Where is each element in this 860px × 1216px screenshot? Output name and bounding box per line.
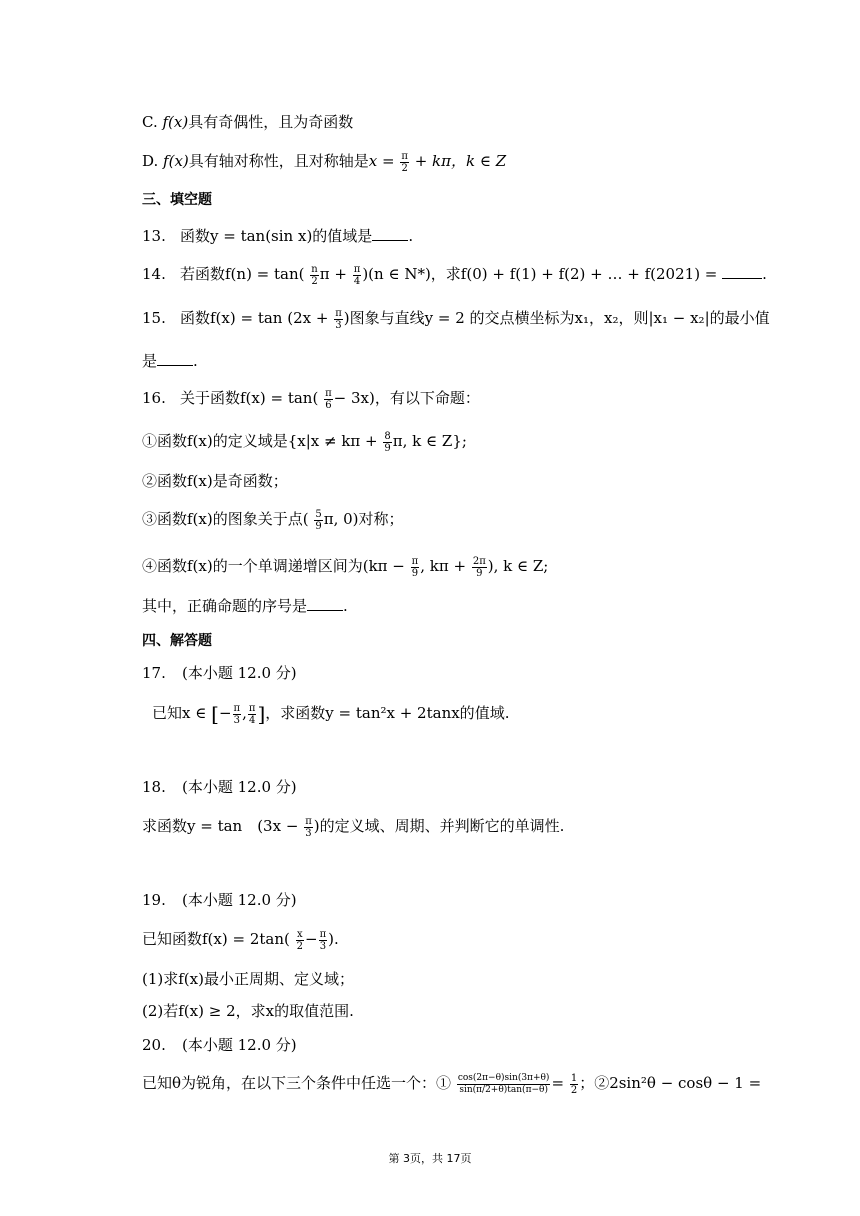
question-19-body: 已知函数f(x) = 2tan( $\frac{x}{2}$ − $\frac{\pi}{3}$ ).: [142, 928, 339, 952]
proposition-3: ③函数f(x)的图象关于点( $\frac{5}{9}$ π, 0)对称；: [142, 508, 404, 532]
question-15: 15. 函数f(x) = tan (2x + $\frac{\pi}{3}$ )图象与直线y = 2 的交点横坐标为x₁，x₂，则|x₁ − x₂|的最小值: [142, 307, 770, 331]
question-19-header: 19. (本小题 12.0 分): [142, 891, 297, 909]
section-answer: 四、解答题: [142, 633, 212, 649]
proposition-4: ④函数f(x)的一个单调递增区间为(kπ − $\frac{\pi}{9}$ , kπ + $\frac{2\pi}{9}$ ), k ∈ Z;: [142, 555, 549, 579]
answer-blank: [157, 351, 193, 366]
proposition-1: ①函数f(x)的定义域是{x|x ≠ kπ + $\frac{8}{9}$ π, k ∈ Z};: [142, 430, 467, 454]
page-footer: 第 3页，共 17页: [388, 1152, 472, 1165]
section-fill-blank: 三、填空题: [142, 192, 212, 208]
question-18-body: 求函数y = tan (3x − $\frac{\pi}{3}$ )的定义域、周期、并判断它的单调性.: [142, 815, 565, 839]
question-17-body: 已知x ∈ [− $\frac{\pi}{3}$ , $\frac{\pi}{4}$ ]，求函数y = tan²x + 2tanx的值域.: [152, 702, 510, 726]
question-16-end: 其中，正确命题的序号是 .: [142, 597, 348, 615]
question-15-cont: 是 .: [142, 352, 198, 370]
question-20-header: 20. (本小题 12.0 分): [142, 1036, 297, 1054]
question-13: 13. 函数y = tan(sin x)的值域是 .: [142, 227, 414, 245]
question-18-header: 18. (本小题 12.0 分): [142, 778, 297, 796]
answer-blank: [722, 264, 762, 279]
answer-blank: [372, 226, 408, 241]
question-20-body: 已知θ为锐角，在以下三个条件中任选一个：① $\frac{\cos(2\pi-\theta)\sin(3\pi+\theta)}{\sin(\pi/2+\theta)\tan(\pi-\theta)}$ = $\frac{1}{2}$ ；②2sin²θ − cosθ − 1 =: [142, 1072, 762, 1096]
answer-blank: [307, 596, 343, 611]
option-d: D. f(x)具有轴对称性，且对称轴是x = $\frac{\pi}{2}$ + kπ，k ∈ Z: [142, 150, 507, 174]
question-16: 16. 关于函数f(x) = tan( $\frac{\pi}{6}$ − 3x)，有以下命题：: [142, 387, 480, 411]
proposition-2: ②函数f(x)是奇函数；: [142, 472, 288, 490]
question-19-part1: (1)求f(x)最小正周期、定义域；: [142, 970, 354, 988]
question-19-part2: (2)若f(x) ≥ 2，求x的取值范围.: [142, 1002, 354, 1020]
option-c: C. f(x)具有奇偶性，且为奇函数: [142, 113, 354, 131]
question-14: 14. 若函数f(n) = tan( $\frac{n}{2}$ π + $\frac{\pi}{4}$ )(n ∈ N*)，求f(0) + f(1) + f(2) + … + f(2021) = .: [142, 263, 767, 287]
question-17-header: 17. (本小题 12.0 分): [142, 664, 297, 682]
fraction: $\frac{\pi}{2}$: [401, 150, 408, 174]
